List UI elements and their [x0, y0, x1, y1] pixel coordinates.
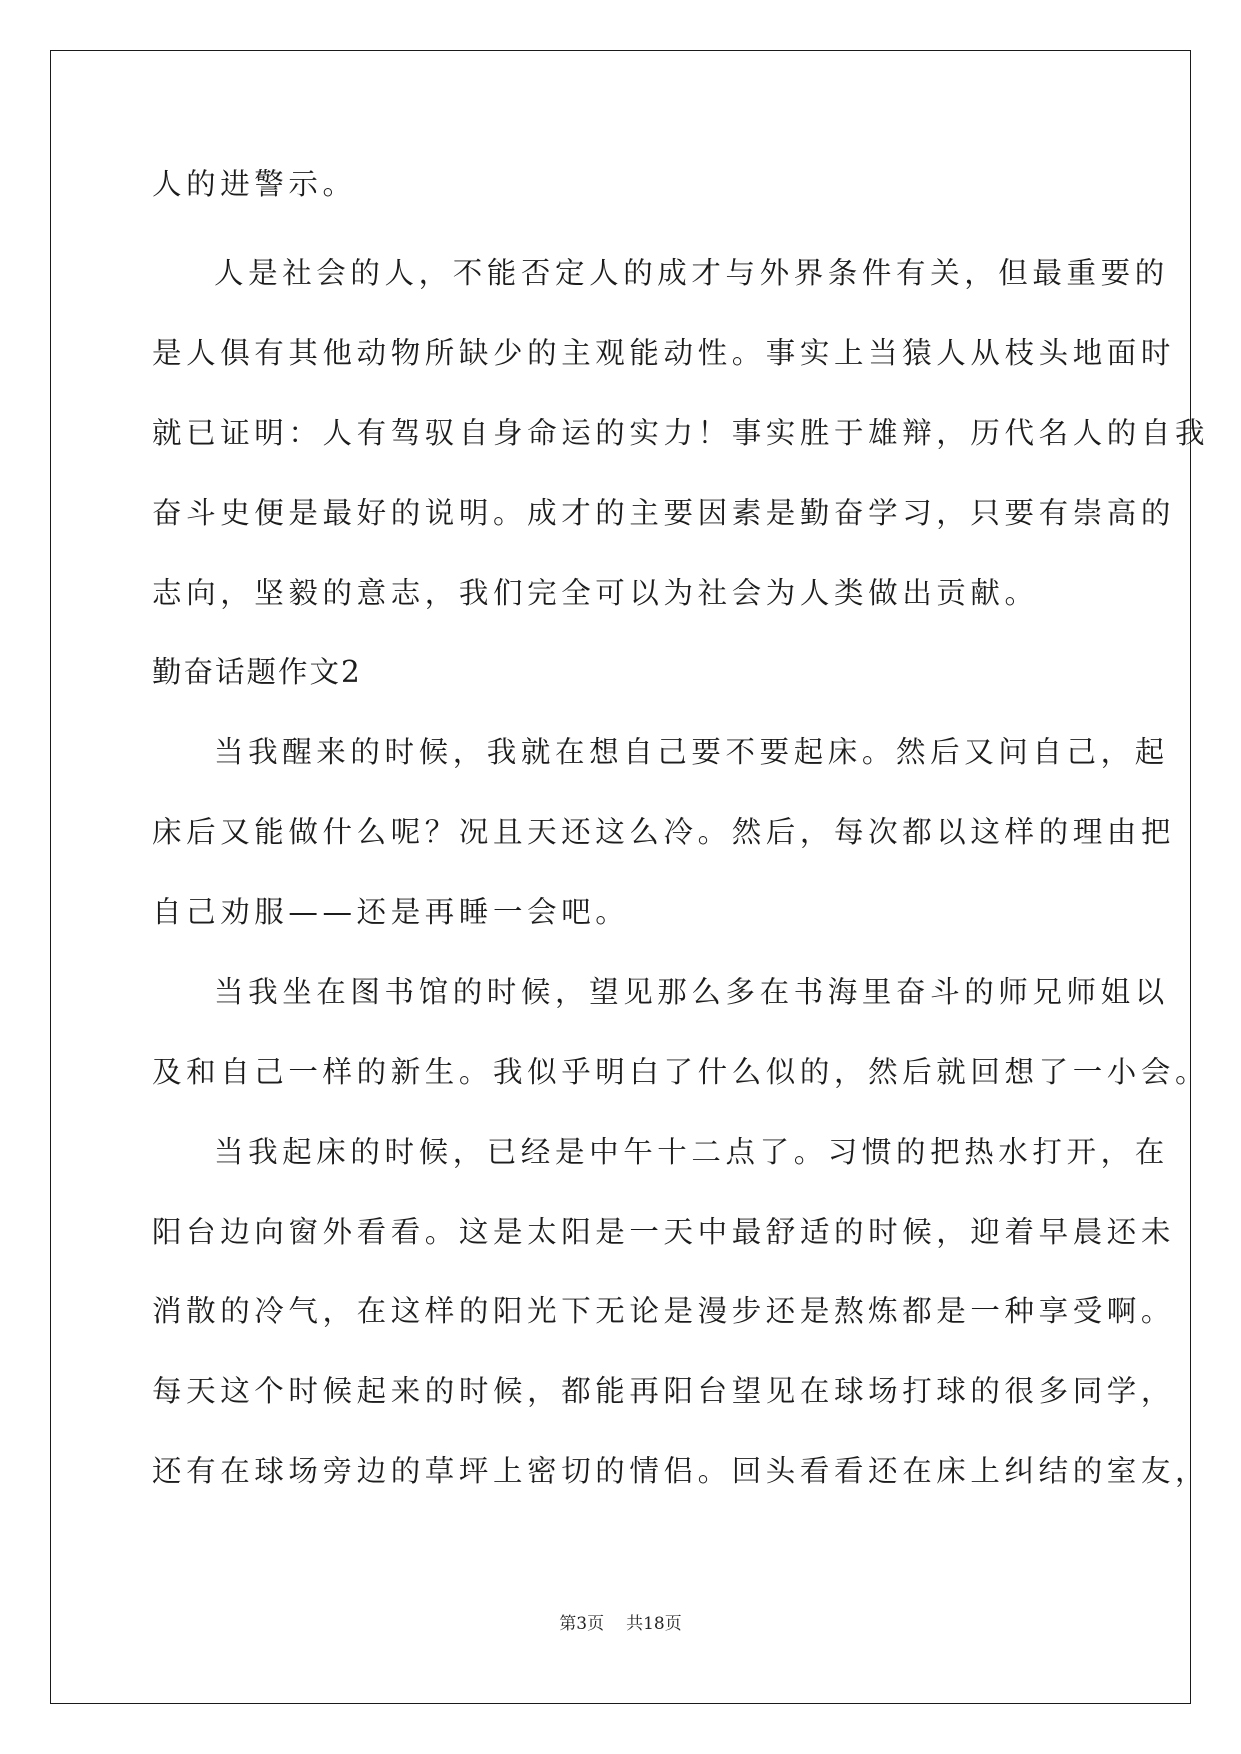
body-line: 就已证明：人有驾驭自身命运的实力！事实胜于雄辩，历代名人的自我 [152, 416, 1210, 450]
body-line: 奋斗史便是最好的说明。成才的主要因素是勤奋学习，只要有崇高的 [152, 496, 1176, 530]
body-line: 阳台边向窗外看看。这是太阳是一天中最舒适的时候，迎着早晨还未 [152, 1215, 1176, 1249]
body-line: 自己劝服——还是再睡一会吧。 [152, 895, 630, 929]
body-line: 及和自己一样的新生。我似乎明白了什么似的，然后就回想了一小会。 [152, 1055, 1210, 1089]
paragraph-first-line: 当我醒来的时候，我就在想自己要不要起床。然后又问自己，起 [214, 735, 1169, 769]
paragraph-first-line: 人是社会的人，不能否定人的成才与外界条件有关，但最重要的 [214, 256, 1169, 290]
body-line: 床后又能做什么呢？况且天还这么冷。然后，每次都以这样的理由把 [152, 815, 1176, 849]
body-line: 是人俱有其他动物所缺少的主观能动性。事实上当猿人从枝头地面时 [152, 336, 1176, 370]
body-line: 志向，坚毅的意志，我们完全可以为社会为人类做出贡献。 [152, 576, 1039, 610]
total-pages: 共18页 [626, 1614, 682, 1634]
page-number: 第3页 [559, 1614, 605, 1634]
body-line: 还有在球场旁边的草坪上密切的情侣。回头看看还在床上纠结的室友， [152, 1454, 1210, 1488]
body-line: 每天这个时候起来的时候，都能再阳台望见在球场打球的很多同学， [152, 1374, 1176, 1408]
paragraph-first-line: 当我起床的时候，已经是中午十二点了。习惯的把热水打开，在 [214, 1135, 1169, 1169]
page-footer [0, 1612, 1241, 1636]
body-line: 人的进警示。 [152, 167, 357, 201]
paragraph-first-line: 当我坐在图书馆的时候，望见那么多在书海里奋斗的师兄师姐以 [214, 975, 1169, 1009]
body-line: 消散的冷气，在这样的阳光下无论是漫步还是熬炼都是一种享受啊。 [152, 1294, 1176, 1328]
section-heading: 勤奋话题作文2 [152, 655, 362, 689]
